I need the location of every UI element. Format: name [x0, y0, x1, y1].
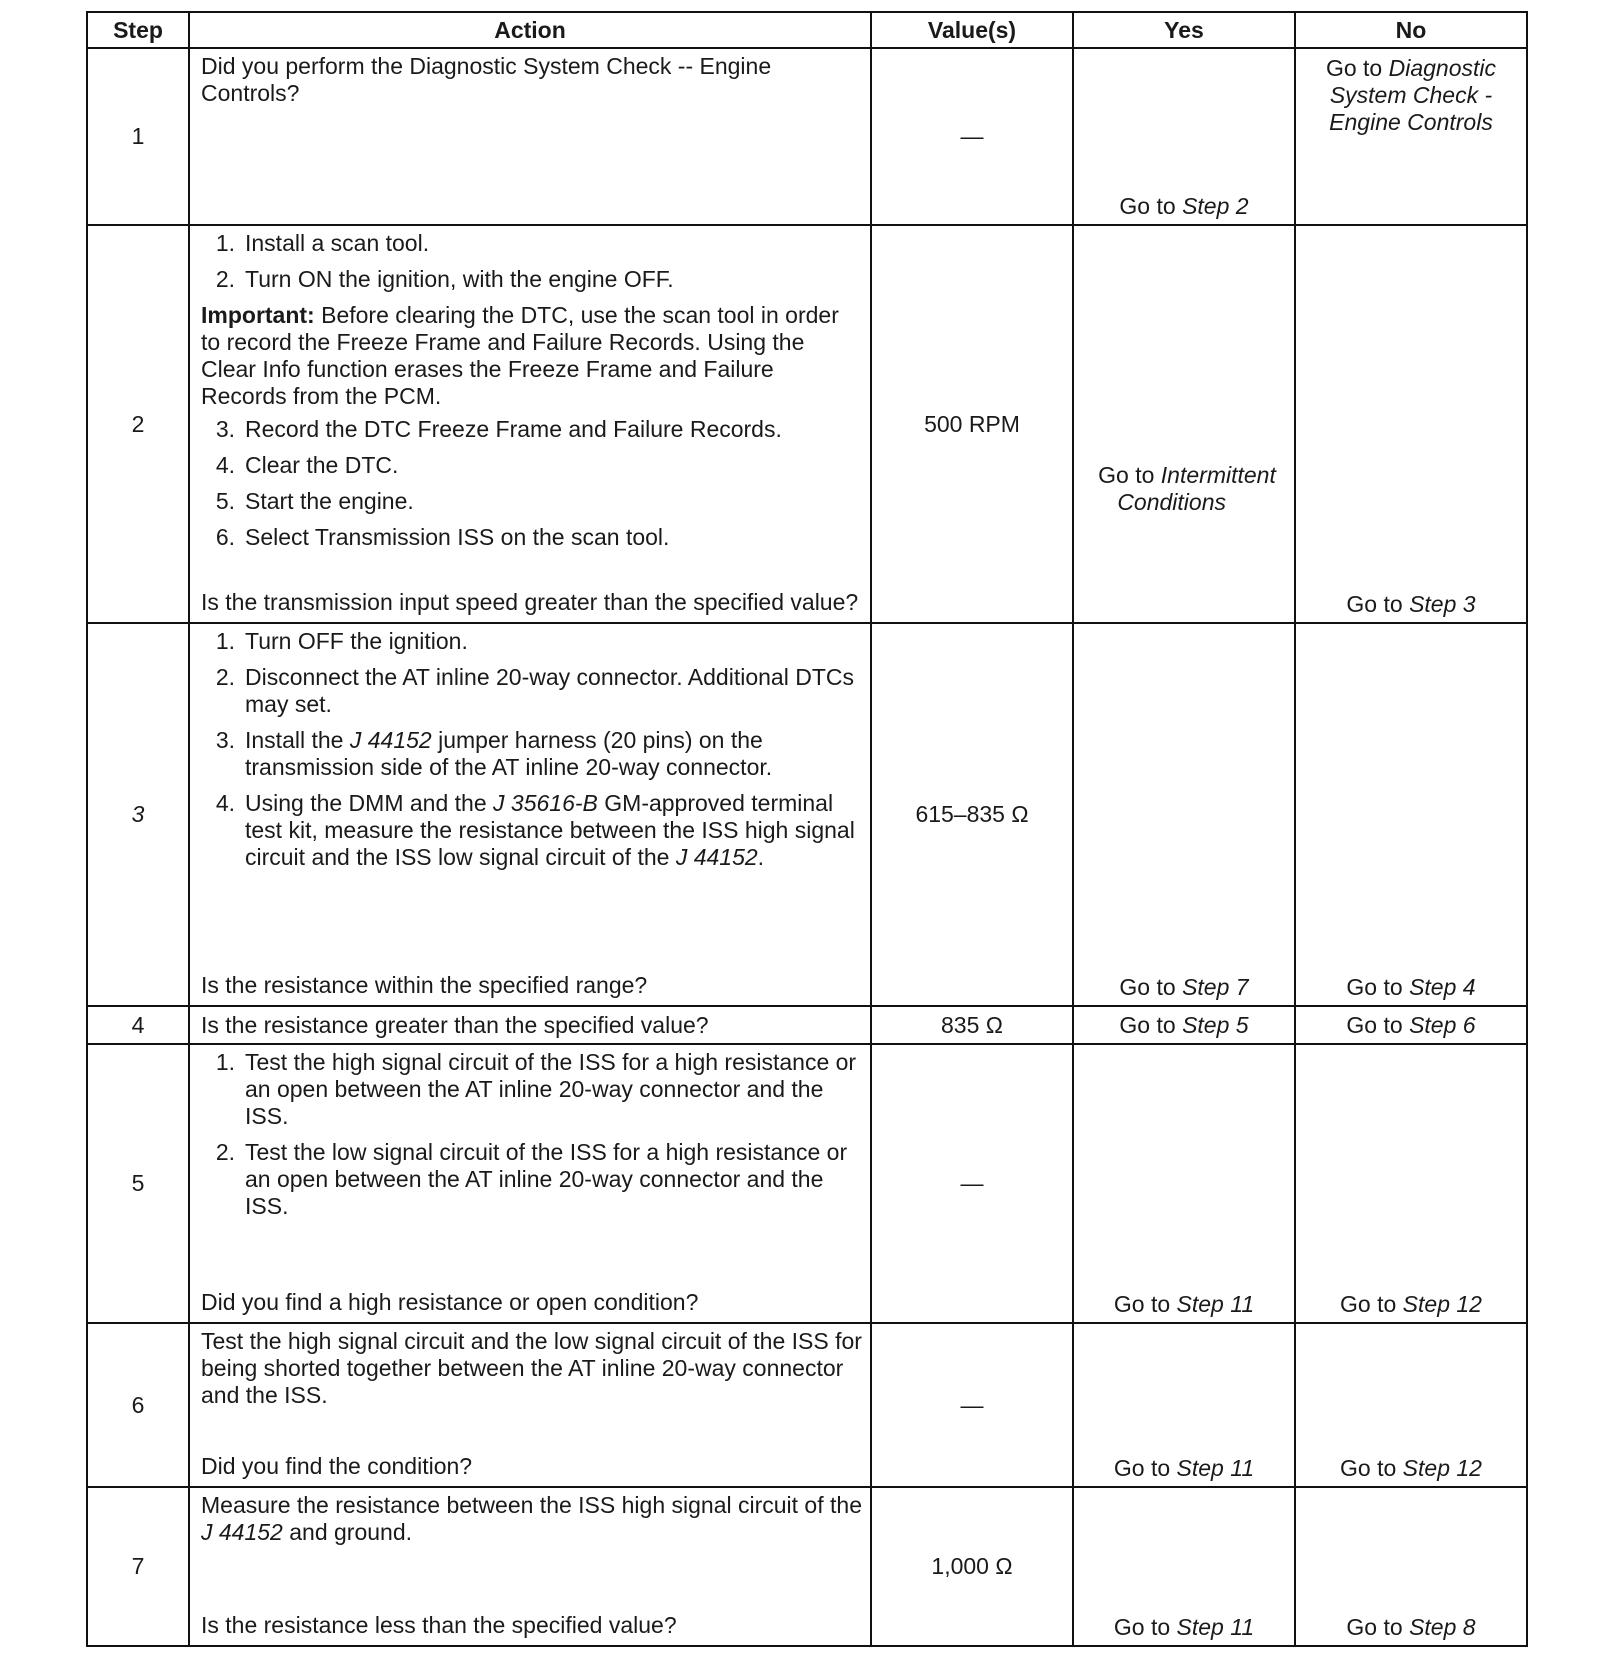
table-row-step-3 [87, 623, 1527, 1006]
list-item: 5. Start the engine. [215, 488, 414, 514]
question-text: Is the resistance greater than the specified value? [201, 1011, 709, 1038]
table-row-step-5 [87, 1044, 1527, 1323]
action-list [201, 230, 862, 293]
yes-goto: Go to Step 11 [1113, 1614, 1255, 1640]
action-list [201, 416, 862, 551]
no-goto: Go to Step 3 [1346, 591, 1476, 617]
yes-goto: Go to Step 11 [1113, 1455, 1255, 1481]
list-item: 1. Install a scan tool. [215, 230, 430, 256]
table-row-step-1 [87, 48, 1527, 225]
tool-reference: J 44152 [349, 727, 432, 753]
list-item: 2. Turn ON the ignition, with the engine OFF. [215, 266, 674, 292]
yes-cell [1073, 48, 1295, 225]
yes-cell [1073, 1487, 1295, 1646]
table-row-step-2 [87, 225, 1527, 623]
action-cell [189, 1044, 871, 1323]
value-cell: — [871, 1044, 1073, 1323]
no-goto: Go to Step 12 [1340, 1455, 1482, 1481]
header-step: Step [87, 12, 189, 48]
no-cell [1295, 1044, 1527, 1323]
value-cell: 1,000 Ω [871, 1487, 1073, 1646]
value-cell: 615–835 Ω [871, 623, 1073, 1006]
header-values: Value(s) [871, 12, 1073, 48]
list-item: 6. Select Transmission ISS on the scan tool. [215, 524, 670, 550]
action-cell [189, 623, 871, 1006]
action-cell [189, 48, 871, 225]
table-row-step-7 [87, 1487, 1527, 1646]
question-text: Did you find the condition? [201, 1453, 473, 1479]
header-row [87, 12, 1527, 48]
action-cell [189, 1487, 871, 1646]
yes-cell [1073, 225, 1295, 623]
question-text: Is the transmission input speed greater than the specified value? [201, 589, 859, 615]
action-list [201, 1049, 862, 1229]
step-number: 7 [87, 1487, 189, 1646]
step-number: 3 [87, 623, 189, 1006]
list-item: 4. Using the DMM and the J 35616-B GM-approved terminal test kit, measure the resistance between the ISS high signal circuit and the ISS low signal circuit of the J 44152. [215, 790, 855, 870]
tool-reference: J 44152 [675, 844, 758, 870]
yes-cell: Go to Step 5 [1073, 1006, 1295, 1044]
list-item: 2. Disconnect the AT inline 20-way connector. Additional DTCs may set. [215, 664, 854, 717]
value-cell: 500 RPM [871, 225, 1073, 623]
no-goto: Go to Step 8 [1346, 1614, 1476, 1640]
no-cell [1295, 1323, 1527, 1487]
question-text: Did you perform the Diagnostic System Check -- Engine Controls? [201, 53, 772, 106]
tool-reference: J 35616-B [493, 790, 598, 816]
action-text: Test the high signal circuit and the low signal circuit of the ISS for being shorted together between the AT inline 20-way connector and the ISS. [201, 1328, 862, 1408]
step-number: 5 [87, 1044, 189, 1323]
yes-cell [1073, 1044, 1295, 1323]
value-cell: — [871, 1323, 1073, 1487]
yes-cell [1073, 623, 1295, 1006]
no-cell: Go to Step 6 [1295, 1006, 1527, 1044]
list-item: 3. Install the J 44152 jumper harness (20 pins) on the transmission side of the AT inline 20-way connector. [215, 727, 773, 780]
yes-goto: Go to Step 2 [1119, 193, 1249, 219]
list-item: 1. Test the high signal circuit of the ISS for a high resistance or an open between the AT inline 20-way connector and the ISS. [215, 1049, 857, 1129]
yes-goto: Go to Step 11 [1113, 1291, 1255, 1317]
yes-goto: Go to Step 7 [1119, 974, 1249, 1000]
action-cell [189, 1006, 871, 1044]
important-note: Important: Before clearing the DTC, use the scan tool in order to record the Freeze Frame and Failure Records. Using the Clear Info function erases the Freeze Frame and Failure Records from the PCM. [201, 302, 839, 409]
no-cell [1295, 225, 1527, 623]
list-item: 1. Turn OFF the ignition. [215, 628, 468, 654]
tool-reference: J 44152 [201, 1519, 283, 1545]
action-cell [189, 225, 871, 623]
no-goto: Go to Step 4 [1346, 974, 1476, 1000]
step-number: 4 [87, 1006, 189, 1044]
question-text: Is the resistance less than the specified value? [201, 1612, 677, 1638]
list-item: 3. Record the DTC Freeze Frame and Failure Records. [215, 416, 782, 442]
table-row-step-6 [87, 1323, 1527, 1487]
question-text: Did you find a high resistance or open condition? [201, 1289, 699, 1315]
header-no: No [1295, 12, 1527, 48]
step-number: 6 [87, 1323, 189, 1487]
list-item: 2. Test the low signal circuit of the ISS for a high resistance or an open between the AT inline 20-way connector and the ISS. [215, 1139, 848, 1219]
yes-goto: Go to Intermittent Conditions [1098, 462, 1276, 515]
list-item: 4. Clear the DTC. [215, 452, 399, 478]
header-yes: Yes [1073, 12, 1295, 48]
step-number: 1 [87, 48, 189, 225]
value-cell: 835 Ω [871, 1006, 1073, 1044]
step-number: 2 [87, 225, 189, 623]
no-cell [1295, 48, 1527, 225]
action-cell [189, 1323, 871, 1487]
no-goto: Go to Diagnostic System Check - Engine Controls [1325, 55, 1497, 135]
table-row-step-4 [87, 1006, 1527, 1044]
diagnostic-table [86, 11, 1528, 1647]
no-cell [1295, 1487, 1527, 1646]
no-goto: Go to Step 12 [1340, 1291, 1482, 1317]
value-cell: — [871, 48, 1073, 225]
no-cell [1295, 623, 1527, 1006]
question-text: Is the resistance within the specified range? [201, 972, 648, 998]
header-action: Action [189, 12, 871, 48]
yes-cell [1073, 1323, 1295, 1487]
action-list [201, 628, 862, 880]
action-text: Measure the resistance between the ISS high signal circuit of the J 44152 and ground. [201, 1492, 862, 1545]
